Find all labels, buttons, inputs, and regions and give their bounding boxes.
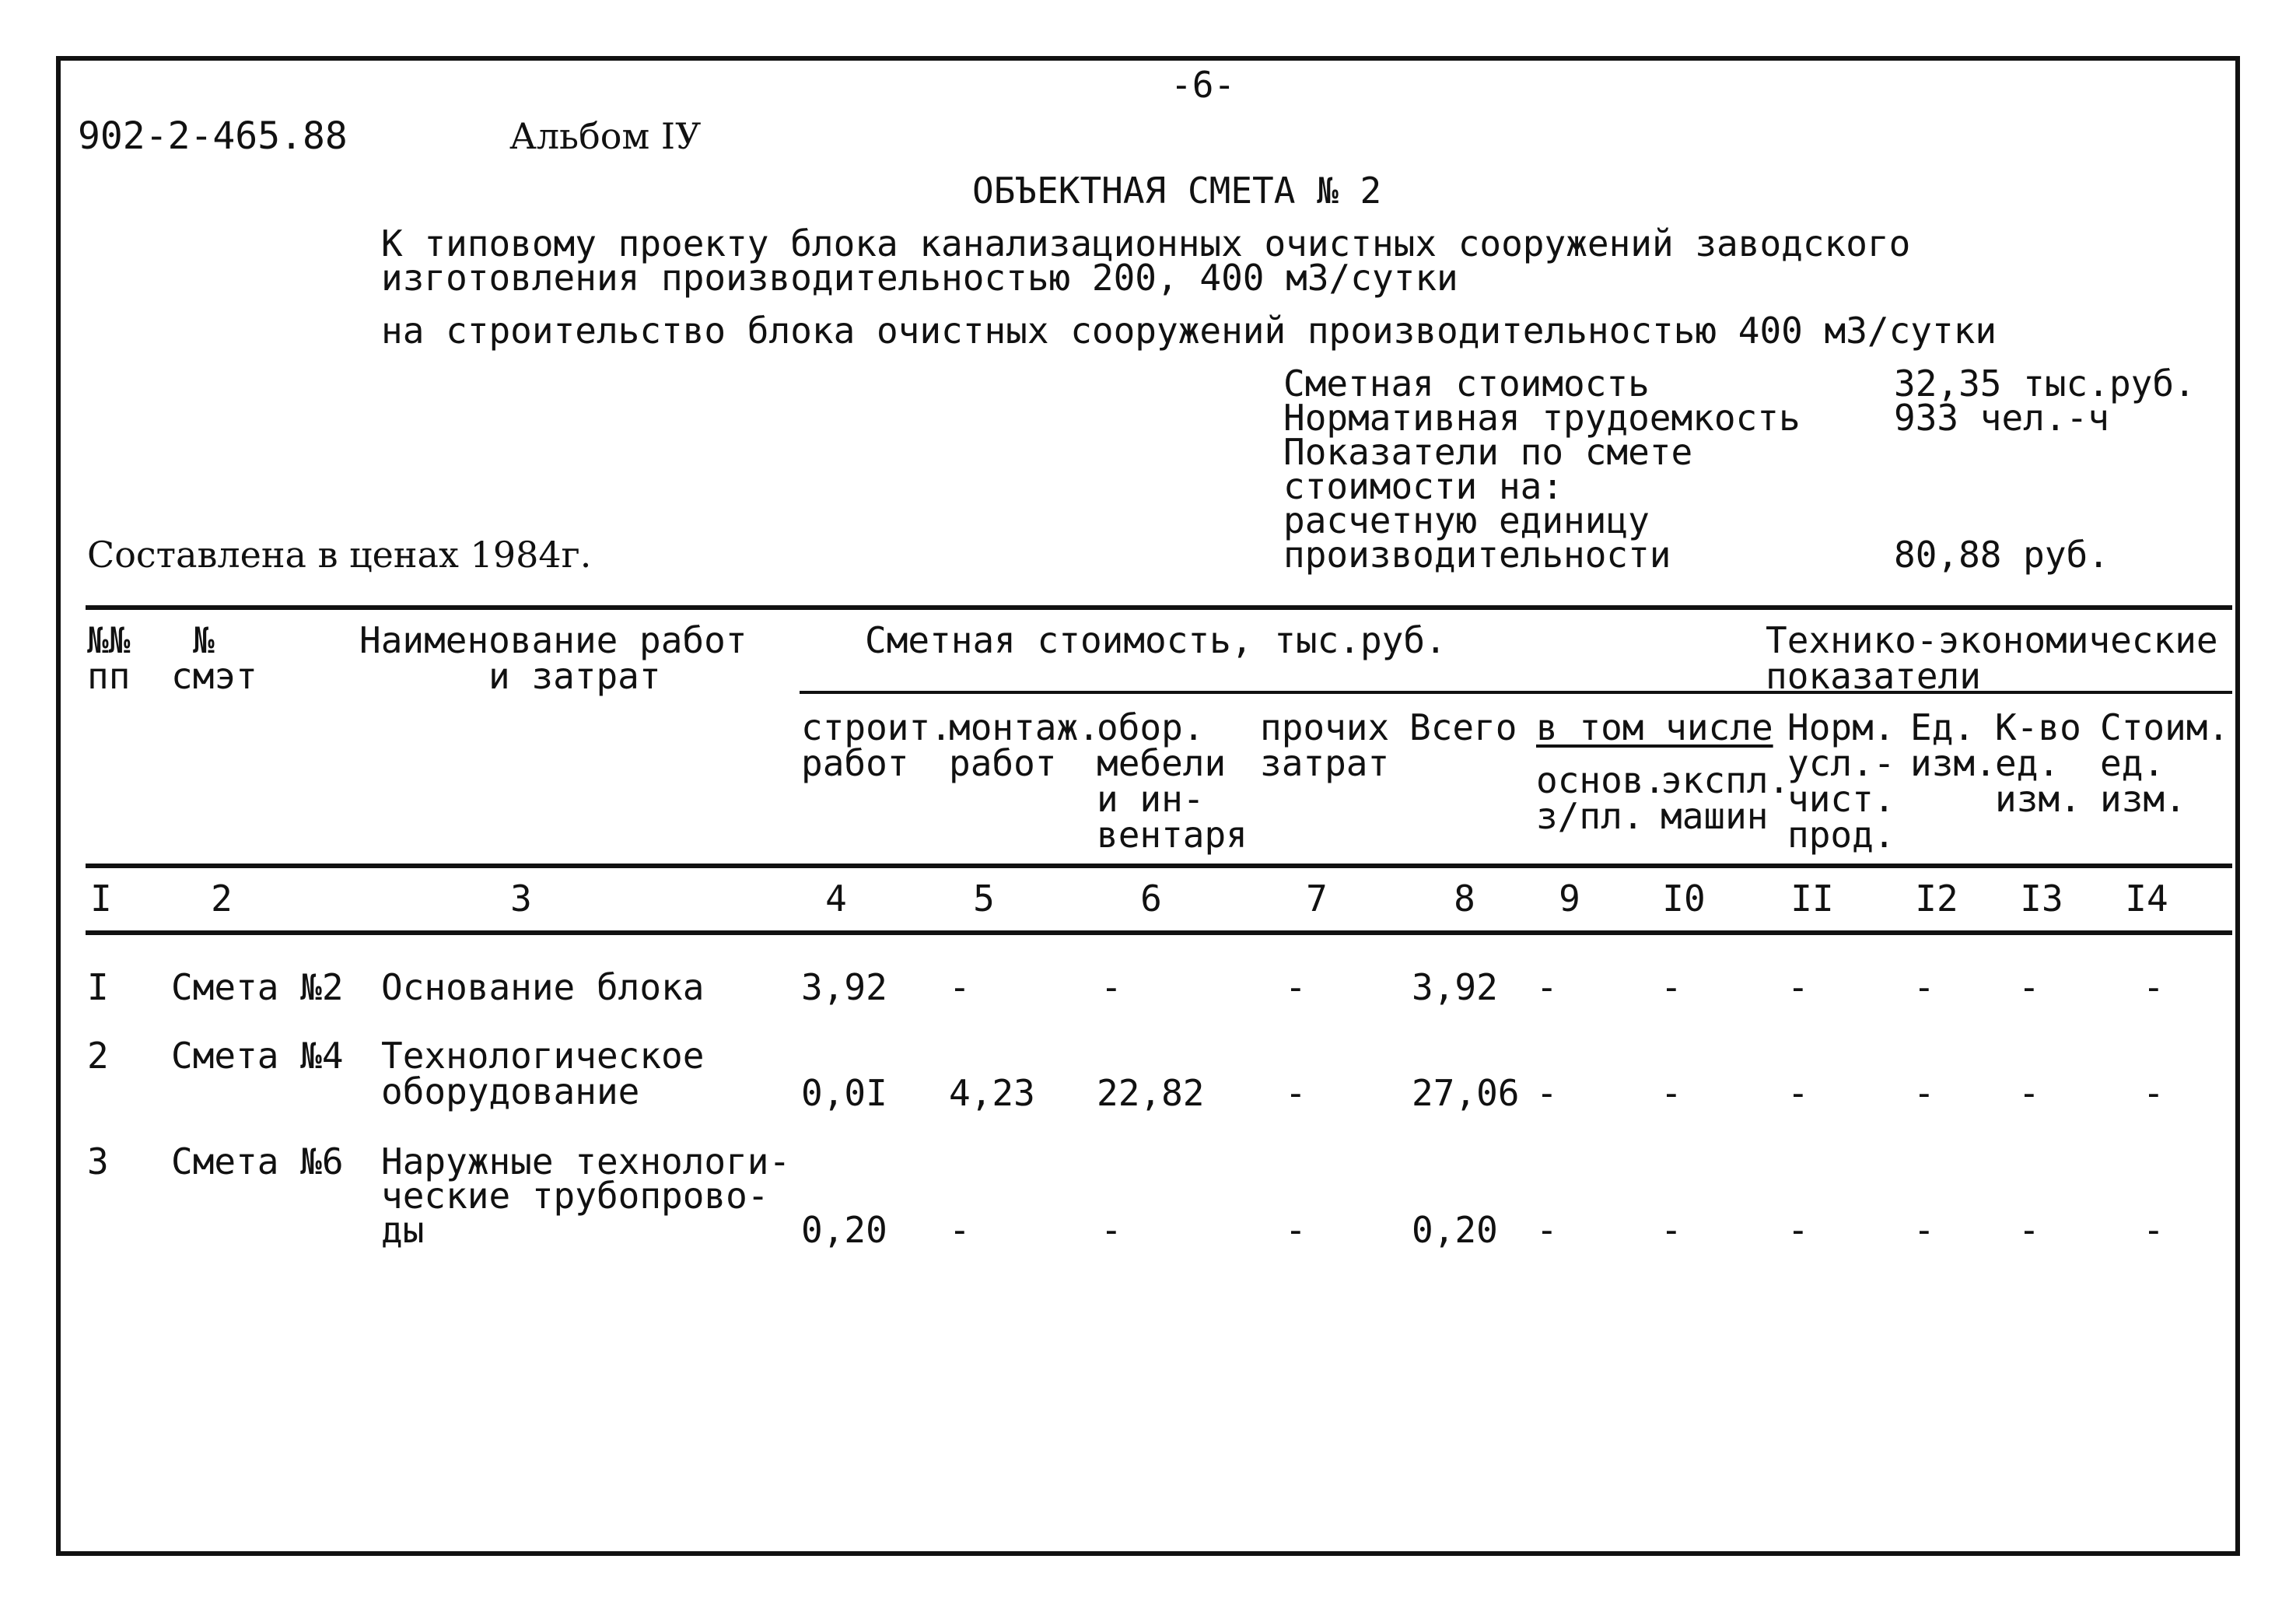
header-c10-2: машин (1661, 795, 1769, 837)
row-2-name-2: оборудование (381, 1070, 640, 1112)
row-2-smeta: Смета №4 (171, 1035, 344, 1077)
column-number-rule (86, 930, 2232, 935)
row-3-c9: - (1536, 1209, 1558, 1251)
header-c14-3: изм. (2100, 778, 2186, 820)
row-2-c7: - (1285, 1072, 1307, 1114)
row-3-c8: 0,20 (1412, 1209, 1498, 1251)
header-c14-2: ед. (2100, 742, 2165, 784)
row-1-c12: - (1913, 966, 1935, 1008)
row-3-name-2: ческие трубопрово- (381, 1175, 769, 1217)
row-3-c4: 0,20 (801, 1209, 887, 1251)
column-number: 6 (1140, 878, 1162, 920)
header-c9-2: з/пл. (1536, 795, 1644, 837)
row-3-c10: - (1661, 1209, 1682, 1251)
column-number: 2 (211, 878, 233, 920)
header-cost-group: Сметная стоимость, тыс.руб. (865, 619, 1447, 661)
row-1-c6: - (1101, 966, 1122, 1008)
header-tech-group-2: показатели (1766, 655, 1981, 697)
row-3-c7: - (1285, 1209, 1307, 1251)
row-1-c9: - (1536, 966, 1558, 1008)
row-1-name: Основание блока (381, 966, 705, 1008)
header-incl: в том числе (1536, 706, 1773, 748)
table-top-rule (86, 605, 2232, 610)
header-tech-group-1: Технико-экономические (1766, 619, 2218, 661)
header-c6-4: вентаря (1097, 814, 1248, 856)
row-2-c13: - (2018, 1072, 2040, 1114)
row-3-c12: - (1913, 1209, 1935, 1251)
document-title: ОБЪЕКТНАЯ СМЕТА № 2 (972, 170, 1382, 212)
row-3-smeta: Смета №6 (171, 1140, 344, 1182)
column-number: 9 (1559, 878, 1580, 920)
header-bottom-rule (86, 864, 2232, 868)
header-c11-2: усл.- (1787, 742, 1895, 784)
row-2-c10: - (1661, 1072, 1682, 1114)
subtitle-line-1: К типовому проекту блока канализационных очистных сооружений заводского (381, 222, 1911, 264)
header-c13-1: К-во (1995, 706, 2081, 748)
cost-label: Сметная стоимость (1283, 363, 1650, 405)
row-1-c8: 3,92 (1412, 966, 1498, 1008)
row-2-c6: 22,82 (1097, 1072, 1205, 1114)
indicators-line-2: стоимости на: (1283, 465, 1564, 507)
subtitle-line-2: изготовления производительностью 200, 400 м3/сутки (381, 257, 1458, 299)
column-number: 8 (1454, 878, 1475, 920)
row-2-c14: - (2143, 1072, 2165, 1114)
row-3-c6: - (1101, 1209, 1122, 1251)
unit-cost-value: 80,88 руб. (1894, 534, 2109, 576)
header-name-1: Наименование работ (359, 619, 747, 661)
row-1-c5: - (949, 966, 971, 1008)
header-c12-1: Ед. (1910, 706, 1976, 748)
row-1-c7: - (1285, 966, 1307, 1008)
header-c6-1: обор. (1097, 706, 1205, 748)
row-2-number: 2 (87, 1035, 109, 1077)
row-3-number: 3 (87, 1140, 109, 1182)
header-c11-3: чист. (1787, 778, 1895, 820)
column-number: I0 (1662, 878, 1706, 920)
row-3-c5: - (949, 1209, 971, 1251)
row-2-name-1: Технологическое (381, 1035, 705, 1077)
document-code: 902-2-465.88 (78, 114, 348, 158)
row-1-c10: - (1661, 966, 1682, 1008)
labor-value: 933 чел.-ч (1894, 397, 2109, 439)
header-name-2: и затрат (488, 655, 661, 697)
header-smet-2: смэт (171, 655, 257, 697)
header-c4-2: работ (801, 742, 909, 784)
column-number: I4 (2125, 878, 2168, 920)
header-c7-1: прочих (1260, 706, 1390, 748)
row-2-c9: - (1536, 1072, 1558, 1114)
header-c7-2: затрат (1260, 742, 1390, 784)
header-c14-1: Стоим. (2100, 706, 2230, 748)
row-2-c8: 27,06 (1412, 1072, 1520, 1114)
cost-value: 32,35 тыс.руб. (1894, 363, 2196, 405)
row-1-c4: 3,92 (801, 966, 887, 1008)
row-3-name-3: ды (381, 1209, 425, 1251)
row-3-name-1: Наружные технологи- (381, 1140, 791, 1182)
row-1-c11: - (1787, 966, 1809, 1008)
indicators-line-3: расчетную единицу (1283, 499, 1650, 541)
column-number: 3 (510, 878, 532, 920)
header-c10-1: экспл. (1661, 759, 1790, 801)
column-number: I3 (2020, 878, 2063, 920)
header-c12-2: изм. (1910, 742, 1997, 784)
header-c13-2: ед. (1995, 742, 2060, 784)
row-2-c12: - (1913, 1072, 1935, 1114)
column-number: 7 (1306, 878, 1328, 920)
row-3-c14: - (2143, 1209, 2165, 1251)
indicators-line-1: Показатели по смете (1283, 431, 1693, 473)
column-number: II (1790, 878, 1834, 920)
row-3-c13: - (2018, 1209, 2040, 1251)
header-c11-1: Норм. (1787, 706, 1895, 748)
album-label: Альбом IУ (509, 115, 702, 157)
cost-group-rule (800, 691, 2232, 694)
prices-note: Составлена в ценах 1984г. (87, 534, 592, 576)
row-1-c13: - (2018, 966, 2040, 1008)
column-number: I2 (1915, 878, 1958, 920)
page-number: -6- (1171, 64, 1236, 106)
subtitle-line-3: на строительство блока очистных сооружений производительностью 400 м3/сутки (381, 310, 1997, 352)
column-number: 5 (973, 878, 995, 920)
header-c13-3: изм. (1995, 778, 2081, 820)
header-c9-1: основ. (1536, 759, 1666, 801)
column-number: I (90, 878, 112, 920)
header-c5-2: работ (949, 742, 1057, 784)
header-smet-1: № (193, 619, 215, 661)
row-2-c11: - (1787, 1072, 1809, 1114)
row-2-c4: 0,0I (801, 1072, 887, 1114)
row-2-c5: 4,23 (949, 1072, 1035, 1114)
indicators-line-4: производительности (1283, 534, 1671, 576)
row-1-number: I (87, 966, 109, 1008)
column-number: 4 (825, 878, 847, 920)
header-npp-1: №№ (87, 619, 131, 661)
header-c8: Всего (1409, 706, 1517, 748)
header-c4-1: строит. (801, 706, 952, 748)
labor-label: Нормативная трудоемкость (1283, 397, 1801, 439)
row-1-smeta: Смета №2 (171, 966, 344, 1008)
header-npp-2: пп (87, 655, 131, 697)
header-c6-3: и ин- (1097, 778, 1205, 820)
row-3-c11: - (1787, 1209, 1809, 1251)
row-1-c14: - (2143, 966, 2165, 1008)
header-c5-1: монтаж. (949, 706, 1100, 748)
header-c11-4: прод. (1787, 814, 1895, 856)
header-c6-2: мебели (1097, 742, 1227, 784)
